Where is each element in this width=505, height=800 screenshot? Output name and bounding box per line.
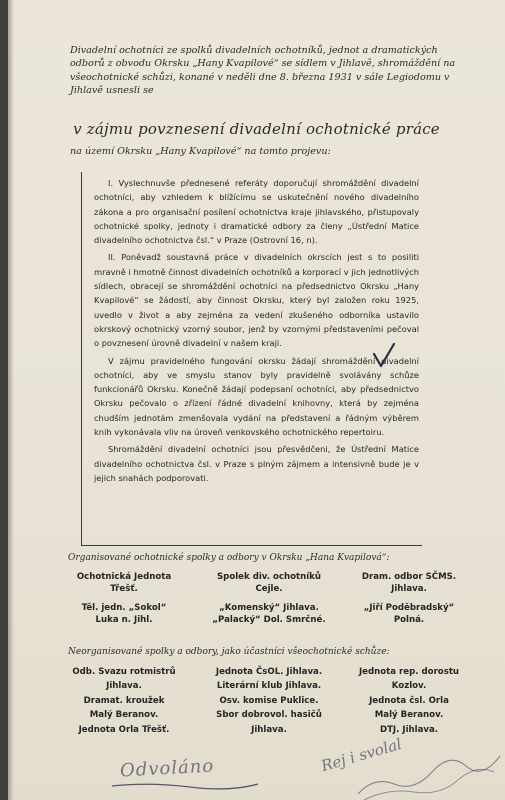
document-subtitle: na území Okrsku „Hany Kvapilové“ na tomto projevu: <box>70 146 331 157</box>
document-page <box>8 0 505 800</box>
resolution-paragraph-1: I. Vyslechnuvše přednesené referáty doporučují shromáždění divadelní ochotníci, aby vzhledem k blížícímu se uskutečnění nového divadelního zákona a pro organisační posílení ochotnictva kraje jihlavského, přistupovaly ochotnické spolky, jednoty i dramatické odbory za členy „Ústřední Matice divadelního ochotnictva čsl.“ v Praze (Ostrovní 16, n). <box>94 178 419 246</box>
organized-list <box>54 571 474 631</box>
list-item: Těl. jedn. „Sokol“ Luka n. Jihl. <box>81 603 167 626</box>
handwritten-underline <box>110 780 260 792</box>
list-item: Dram. odbor SČMS. Jihlava. <box>361 572 457 595</box>
resolution-paragraph-2: II. Poněvadž soustavná práce v divadelních okrscích jest s to posiliti mravně i hmotně činnost divadelních ochotníků a korporací v jich jednotlivých sídlech, obracejí se shromáždění ochotníci na předsednictvo Okrsku „Hany Kvapilové“ se žádostí, aby činnost Okrsku, který byl založen roku 1925, uvedlo v život a aby zejména za vedení zkušeného odborníka ustavilo okrskový ochotnický vzorný soubor, jenž by vzornými představeními pečoval o povznesení úrovně divadelní v našem kraji. <box>94 252 419 349</box>
unorganized-heading: Neorganisované spolky a odbory, jako účastníci všeochotnické schůze: <box>68 647 390 657</box>
list-item: Ochotnická Jednota Třešť. <box>76 572 172 595</box>
organized-heading: Organisované ochotnické spolky a odbory v Okrsku „Hana Kvapilová“: <box>68 553 390 563</box>
resolution-body <box>94 176 419 488</box>
resolution-paragraph-4: Shromáždění divadelní ochotníci jsou přesvědčeni, že Ústřední Matice divadelního ochotnictva čsl. v Praze s plným zájmem a intensivně bude je v jejich snahách podporovati. <box>94 444 419 483</box>
intro-paragraph: Divadelní ochotníci ze spolků divadelních ochotníků, jednot a dramatických odborů z obvodu Okrsku „Hany Kvapilové“ se sídlem v Jihlavě, shromáždění na všeochotnické schůzi, konané v neděli dne 8. března 1931 v sále Legiodomu v Jihlavě usnesli se <box>70 45 456 96</box>
unorganized-column-3: Jednota rep. dorostu Kozlov. Jednota čsl. Orla Malý Beranov. DTJ. Jihlava. <box>358 667 460 735</box>
unorganized-column-2: Jednota ČsOL. Jihlava. Literární klub Jihlava. Osv. komise Puklice. Sbor dobrovol. hasičů Jihlava. <box>215 667 323 735</box>
resolution-paragraph-3: V zájmu pravidelného fungování okrsku žádají shromáždění divadelní ochotníci, aby ve smyslu stanov byly pravidelně svolávány schůze funkcionářů Okrsku. Konečně žádají podepsaní ochotníci, aby předsednictvo Okrsku pečovalo o zřízení řádné divadelní knihovny, která by zejména chudším jednotám zmenšovala vydání na představení a řádným výběrem knih vykonávala vliv na úroveň venkovského ochotnického repertoiru. <box>94 355 419 438</box>
list-item: Spolek div. ochotníků Cejle. <box>216 572 321 595</box>
list-item: „Komenský“ Jihlava. „Palacký“ Dol. Smrčné. <box>212 603 326 626</box>
handwritten-scribble <box>354 754 504 800</box>
handwritten-note-left: Odvoláno <box>119 755 215 782</box>
document-title: v zájmu povznesení divadelní ochotnické práce <box>73 120 440 138</box>
unorganized-column-1: Odb. Svazu rotmistrů Jihlava. Dramat. kroužek Malý Beranov. Jednota Orla Třešť. <box>72 667 176 735</box>
unorganized-list <box>54 665 474 745</box>
handwritten-check-mark <box>372 340 398 380</box>
handwritten-note-right: Rej i svolal <box>319 734 404 776</box>
list-item: „Jiří Poděbradský“ Polná. <box>363 603 455 626</box>
